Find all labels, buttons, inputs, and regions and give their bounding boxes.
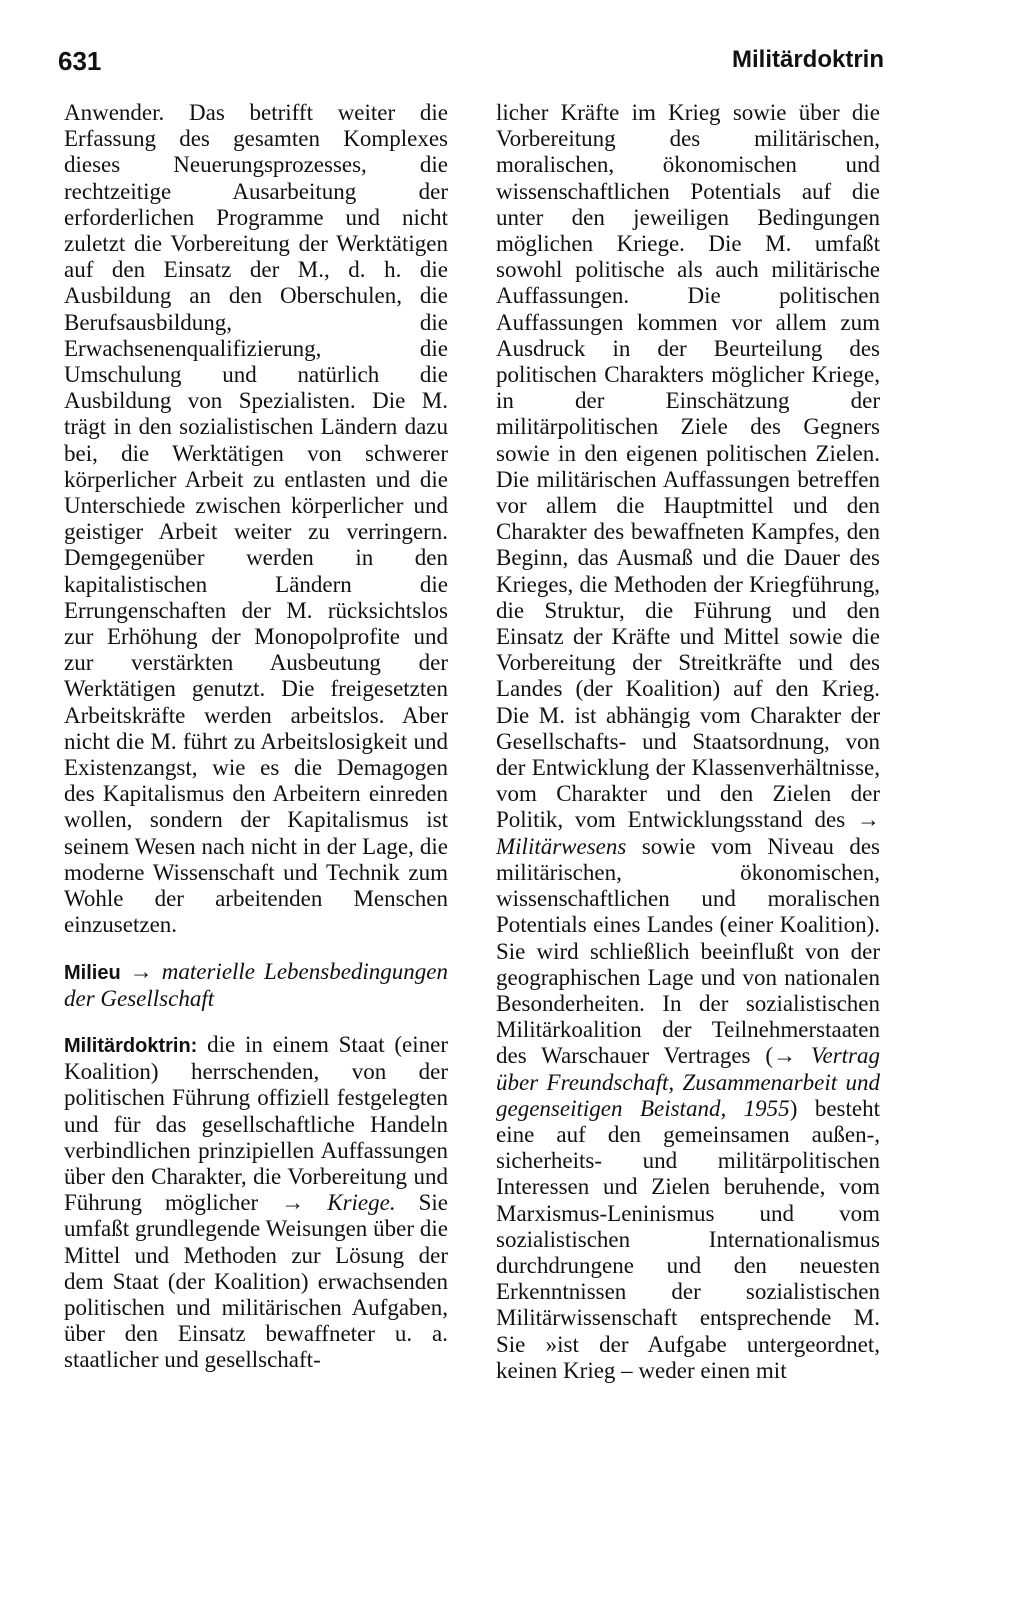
running-head: Militärdoktrin — [731, 46, 884, 73]
cross-reference-arrow-icon: → — [857, 807, 880, 833]
entry-text: licher Kräfte im Krieg sowie über die Vorbereitung des militärischen, moralischen, ökonomischen und wissenschaftlichen Potentials auf die unter den jeweiligen Bedingungen möglichen Kriege. Die M. umfaßt sowohl politische als auch militärische Auffassungen. Die politischen Auffassungen kommen vor allem zum Ausdruck in der Beurteilung des politischen Charakters möglicher Kriege, in der Einschätzung der militärpolitischen Ziele des Gegners sowie in den eigenen politischen Zielen. Die militärischen Auffassungen betreffen vor allem die Hauptmittel und den Charakter des bewaffneten Kampfes, den Beginn, das Ausmaß und die Dauer des Krieges, die Methoden der Kriegführung, die Struktur, die Führung und den Einsatz der Kräfte und Mittel sowie die Vorbereitung der Streitkräfte und des Landes (der Koalition) auf den Krieg. Die M. ist abhängig vom Charakter der Gesellschafts- und Staatsordnung, von der Entwicklung der Klassenverhältnisse, vom Charakter und den Zielen der Politik, vom Entwicklungsstand des — [496, 100, 880, 833]
entry-militaerdoktrin — [64, 1032, 448, 1374]
entry-text: die in einem Staat (einer Koalition) herrschenden, von der politischen Führung offiziell festgelegten und für das gesellschaftliche Handeln verbindlichen prinzipiellen Auffassungen über den Charakter, die Vorbereitung und Führung möglicher — [64, 1031, 449, 1216]
entry-text: sowie vom Niveau des militärischen, ökonomischen, wissenschaftlichen und moralischen Potentials eines Landes (einer Koalition). Sie wird schließlich beeinflußt von der geographischen Lage und von nationalen Besonderheiten. In der sozialistischen Militärkoalition der Teilnehmerstaaten des Warschauer Vertrages ( — [496, 833, 880, 1069]
right-column — [496, 100, 880, 1384]
left-column — [64, 100, 448, 1374]
paragraph-continuation — [496, 100, 880, 1384]
cross-reference: Kriege. — [327, 1190, 396, 1216]
entry-text: ) besteht eine auf den gemeinsamen außen-, sicherheits- und militärpolitischen Interessen und Zielen beruhende, vom Marxismus-Leninismus und vom sozialistischen Internationalismus durchdrungene und den neuesten Erkenntnissen der sozialistischen Militärwissenschaft entsprechende M. Sie »ist der Aufgabe untergeordnet, keinen Krieg – weder einen mit — [496, 1095, 880, 1383]
cross-reference-arrow-icon: → — [129, 958, 153, 984]
lemma-milieu: Milieu — [64, 961, 121, 984]
lemma-militaerdoktrin: Militärdoktrin: — [64, 1034, 198, 1057]
page-number: 631 — [58, 46, 102, 76]
cross-reference: Militärwesens — [496, 833, 627, 859]
page-header — [58, 46, 884, 86]
entry-text: Sie umfaßt grundlegende Weisungen über die Mittel und Methoden zur Lösung der dem Staat (der Koalition) erwachsenden politischen und militärischen Aufgaben, über den Einsatz bewaffneter u. a. staatlicher und gesellschaft- — [64, 1190, 449, 1373]
cross-reference-arrow-icon: → — [281, 1190, 305, 1216]
cross-reference: Vertrag über Freundschaft, Zusammenarbeit und gegenseitigen Beistand, 1955 — [496, 1043, 880, 1121]
cross-reference: materielle Lebensbedingungen der Gesellschaft — [64, 958, 449, 1011]
cross-reference-arrow-icon: → — [773, 1043, 797, 1069]
paragraph-continuation: Anwender. Das betrifft weiter die Erfassung des gesamten Komplexes dieses Neuerungsprozesses, die rechtzeitige Ausarbeitung der erforderlichen Programme und nicht zuletzt die Vorbereitung der Werktätigen auf den Einsatz der M., d. h. die Ausbildung an den Oberschulen, die Berufsausbildung, die Erwachsenenqualifizierung, die Umschulung und natürlich die Ausbildung von Spezialisten. Die M. trägt in den sozialistischen Ländern dazu bei, die Werktätigen von schwerer körperlicher Arbeit zu entlasten und die Unterschiede zwischen körperlicher und geistiger Arbeit weiter zu verringern. Demgegenüber werden in den kapitalistischen Ländern die Errungenschaften der M. rücksichtslos zur Erhöhung der Monopolprofite und zur verstärkten Ausbeutung der Werktätigen genutzt. Die freigesetzten Arbeitskräfte werden arbeitslos. Aber nicht die M. führt zu Arbeitslosigkeit und Existenzangst, wie es die Demagogen des Kapitalismus den Arbeitern einreden wollen, sondern der Kapitalismus ist seinem Wesen nach nicht in der Lage, die moderne Wissenschaft und Technik zum Wohle der arbeitenden Menschen einzusetzen. — [64, 100, 448, 938]
entry-milieu — [64, 959, 448, 1012]
